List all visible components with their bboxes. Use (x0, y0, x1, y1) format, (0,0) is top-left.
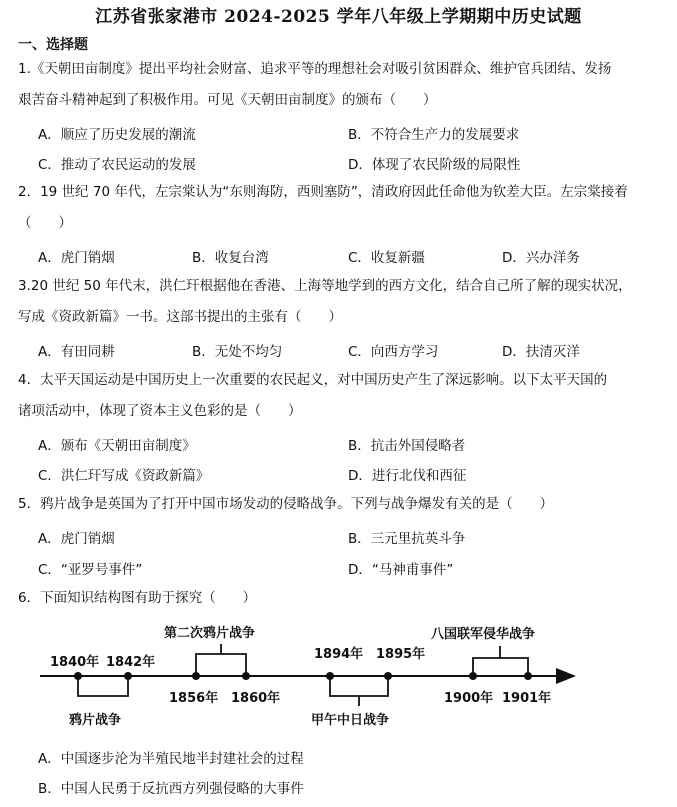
question-5-option-c[interactable]: C．“亚罗号事件” (38, 562, 143, 578)
question-4-option-d[interactable]: D．进行北伐和西征 (348, 468, 467, 484)
question-3-line-2: 写成《资政新篇》一书。这部书提出的主张有（ ） (18, 309, 342, 325)
question-6-line-1: 6．下面知识结构图有助于探究（ ） (18, 590, 257, 606)
label-war-2-name: 第二次鸦片战争 (164, 626, 256, 641)
question-2-line-2: （ ） (18, 215, 72, 231)
question-6-option-a[interactable]: A．中国逐步沦为半殖民地半封建社会的过程 (38, 751, 304, 767)
question-1-option-b[interactable]: B．不符合生产力的发展要求 (348, 127, 520, 143)
label-war-3-name: 甲午中日战争 (311, 713, 390, 728)
question-5-option-a[interactable]: A．虎门销烟 (38, 531, 115, 547)
page-title: 江苏省张家港市 2024-2025 学年八年级上学期期中历史试题 (95, 7, 582, 27)
label-war-2-start: 1856年 (169, 691, 219, 706)
bracket-war-2 (196, 654, 246, 676)
question-4-line-1: 4．太平天国运动是中国历史上一次重要的农民起义，对中国历史产生了深远影响。以下太平天国的 (18, 372, 608, 388)
question-3-option-c[interactable]: C．向西方学习 (348, 344, 439, 360)
question-5-option-d[interactable]: D．“马神甫事件” (348, 562, 454, 578)
question-2-option-d[interactable]: D．兴办洋务 (502, 250, 580, 266)
label-war-1-end: 1842年 (106, 655, 156, 670)
question-2-line-1: 2．19 世纪 70 年代，左宗棠认为“东则海防，西则塞防”，清政府因此任命他为钦差大臣。左宗棠接着 (18, 184, 628, 200)
question-4-option-b[interactable]: B．抗击外国侵略者 (348, 438, 466, 454)
question-3-option-d[interactable]: D．扶清灭洋 (502, 344, 580, 360)
question-4-option-c[interactable]: C．洪仁玕写成《资政新篇》 (38, 468, 210, 484)
question-2-option-a[interactable]: A．虎门销烟 (38, 250, 115, 266)
label-war-3-end: 1895年 (376, 647, 426, 662)
question-1-option-a[interactable]: A．顺应了历史发展的潮流 (38, 127, 196, 143)
question-6-option-b[interactable]: B．中国人民勇于反抗西方列强侵略的大事件 (38, 781, 304, 797)
question-1-line-2: 艰苦奋斗精神起到了积极作用。可见《天朝田亩制度》的颁布（ ） (18, 92, 437, 108)
question-2-option-b[interactable]: B．收复台湾 (192, 250, 269, 266)
label-war-2-end: 1860年 (231, 691, 281, 706)
bracket-war-4 (473, 658, 528, 676)
question-3-option-a[interactable]: A．有田同耕 (38, 344, 115, 360)
question-5-option-b[interactable]: B．三元里抗英斗争 (348, 531, 466, 547)
question-1-line-1: 1.《天朝田亩制度》提出平均社会财富、追求平等的理想社会对吸引贫困群众、维护官兵团结、发扬 (18, 61, 612, 77)
question-2-option-c[interactable]: C．收复新疆 (348, 250, 425, 266)
question-1-option-d[interactable]: D．体现了农民阶级的局限性 (348, 157, 521, 173)
label-war-1-start: 1840年 (50, 655, 100, 670)
bracket-war-1 (78, 676, 128, 696)
question-1-option-c[interactable]: C．推动了农民运动的发展 (38, 157, 196, 173)
question-3-line-1: 3.20 世纪 50 年代末，洪仁玕根据他在香港、上海等地学到的西方文化，结合自己所了解的现实状况， (18, 278, 632, 294)
label-war-4-name: 八国联军侵华战争 (431, 627, 536, 642)
label-war-4-end: 1901年 (502, 691, 552, 706)
question-4-line-2: 诸项活动中，体现了资本主义色彩的是（ ） (18, 403, 302, 419)
section-heading: 一、选择题 (18, 37, 88, 53)
label-war-3-start: 1894年 (314, 647, 364, 662)
question-3-option-b[interactable]: B．无处不均匀 (192, 344, 283, 360)
bracket-war-3 (330, 676, 388, 696)
label-war-1-name: 鸦片战争 (69, 713, 122, 728)
label-war-4-start: 1900年 (444, 691, 494, 706)
question-4-option-a[interactable]: A．颁布《天朝田亩制度》 (38, 438, 196, 454)
question-5-line-1: 5．鸦片战争是英国为了打开中国市场发动的侵略战争。下列与战争爆发有关的是（ ） (18, 496, 554, 512)
timeline-diagram (36, 618, 586, 736)
